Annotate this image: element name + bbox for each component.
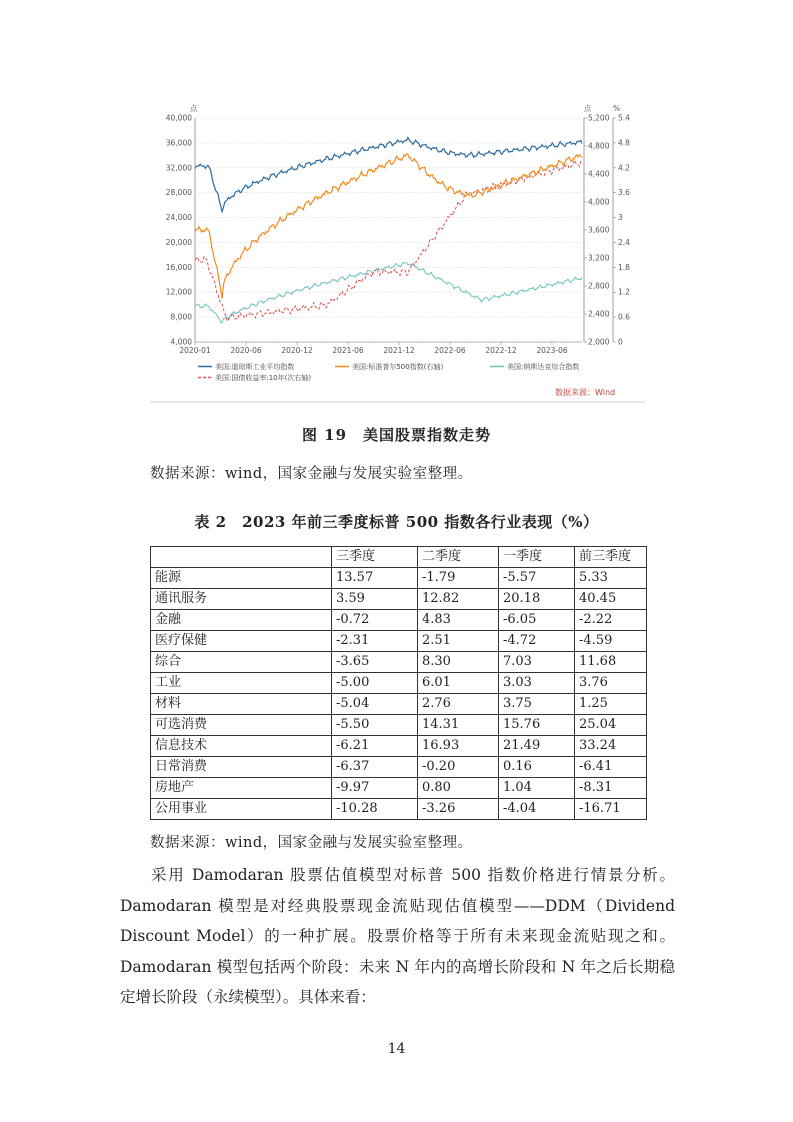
right-tick-label-1: 4,400 <box>588 169 610 179</box>
value-cell: 1.25 <box>575 694 647 715</box>
right-tick-label-2: 0.6 <box>618 312 630 322</box>
left-tick-label: 12,000 <box>165 287 192 297</box>
right-tick-label-2: 0 <box>618 337 623 347</box>
value-cell: 1.04 <box>499 778 575 799</box>
value-cell: -5.04 <box>332 694 418 715</box>
value-cell: 7.03 <box>499 652 575 673</box>
sector-performance-table <box>150 546 647 820</box>
sector-name-cell: 金融 <box>151 610 332 631</box>
x-tick-label: 2022-12 <box>485 346 517 355</box>
table-row <box>151 715 647 736</box>
value-cell: 0.16 <box>499 757 575 778</box>
value-cell: 40.45 <box>575 589 647 610</box>
table-row <box>151 736 647 757</box>
legend-label: 美国:道琼斯工业平均指数 <box>215 363 295 371</box>
left-tick-label: 32,000 <box>165 163 192 173</box>
x-tick-label: 2022-06 <box>434 346 466 355</box>
body-paragraph <box>120 860 675 1013</box>
value-cell: 33.24 <box>575 736 647 757</box>
x-tick-label: 2020-12 <box>281 346 313 355</box>
table-row <box>151 757 647 778</box>
value-cell: 6.01 <box>418 673 499 694</box>
value-cell: 12.82 <box>418 589 499 610</box>
left-unit-label: 点 <box>190 104 198 113</box>
right-unit-label-1: 点 <box>584 104 592 113</box>
right-tick-label-2: 4.2 <box>618 163 630 173</box>
left-tick-label: 4,000 <box>170 337 192 347</box>
left-tick-label: 20,000 <box>165 237 192 247</box>
x-tick-label: 2020-01 <box>179 346 211 355</box>
right-tick-label-1: 3,600 <box>588 225 610 235</box>
paragraph-text: 采用 Damodaran 股票估值模型对标普 500 指数价格进行情景分析。Damodaran 模型是对经典股票现金流贴现估值模型——DDM（Dividend Discount Model）的一种扩展。股票价格等于所有未来现金流贴现之和。Damodaran 模型包括两个阶段：未来 N 年内的高增长阶段和 N 年之后长期稳定增长阶段（永续模型）。具体来看： <box>120 866 675 1006</box>
chart-source: 数据来源：Wind <box>555 388 616 397</box>
table-row <box>151 673 647 694</box>
value-cell: 3.75 <box>499 694 575 715</box>
value-cell: -4.59 <box>575 631 647 652</box>
right-tick-label-1: 4,800 <box>588 141 610 151</box>
right-tick-label-1: 5,200 <box>588 113 610 123</box>
value-cell: 3.76 <box>575 673 647 694</box>
table-header-cell: 前三季度 <box>575 547 647 568</box>
value-cell: 25.04 <box>575 715 647 736</box>
sector-name-cell: 综合 <box>151 652 332 673</box>
sector-name-cell: 医疗保健 <box>151 631 332 652</box>
legend-label: 美国:标准普尔500指数(右轴) <box>352 363 444 371</box>
value-cell: -2.22 <box>575 610 647 631</box>
value-cell: -6.21 <box>332 736 418 757</box>
sector-name-cell: 通讯服务 <box>151 589 332 610</box>
value-cell: -9.97 <box>332 778 418 799</box>
right-tick-label-1: 2,800 <box>588 281 610 291</box>
table-row <box>151 589 647 610</box>
table-header-row <box>151 547 647 568</box>
legend-label: 美国:纳斯达克综合指数 <box>507 363 580 371</box>
right-tick-label-1: 3,200 <box>588 253 610 263</box>
table-row <box>151 652 647 673</box>
value-cell: -6.37 <box>332 757 418 778</box>
value-cell: -2.31 <box>332 631 418 652</box>
table-row <box>151 610 647 631</box>
value-cell: 0.80 <box>418 778 499 799</box>
stock-index-chart <box>150 100 645 405</box>
sector-name-cell: 房地产 <box>151 778 332 799</box>
left-tick-label: 8,000 <box>170 312 192 322</box>
value-cell: 3.03 <box>499 673 575 694</box>
page-number: 14 <box>387 1041 406 1057</box>
figure-caption: 图 19 美国股票指数走势 <box>301 426 492 444</box>
value-cell: 4.83 <box>418 610 499 631</box>
chart-svg <box>150 100 645 405</box>
value-cell: 21.49 <box>499 736 575 757</box>
value-cell: 3.59 <box>332 589 418 610</box>
table-header-cell: 一季度 <box>499 547 575 568</box>
value-cell: 14.31 <box>418 715 499 736</box>
sector-name-cell: 日常消费 <box>151 757 332 778</box>
value-cell: -1.79 <box>418 568 499 589</box>
value-cell: 11.68 <box>575 652 647 673</box>
value-cell: 15.76 <box>499 715 575 736</box>
table-header-cell <box>151 547 332 568</box>
sector-name-cell: 公用事业 <box>151 799 332 820</box>
right-tick-label-2: 5.4 <box>618 113 630 123</box>
right-tick-label-1: 2,400 <box>588 309 610 319</box>
right-tick-label-2: 4.8 <box>618 138 630 148</box>
table-row <box>151 694 647 715</box>
value-cell: 13.57 <box>332 568 418 589</box>
right-tick-label-1: 2,000 <box>588 337 610 347</box>
value-cell: -10.28 <box>332 799 418 820</box>
value-cell: 2.76 <box>418 694 499 715</box>
right-tick-label-2: 3.6 <box>618 188 630 198</box>
right-tick-label-2: 1.8 <box>618 262 630 272</box>
x-tick-label: 2021-06 <box>332 346 364 355</box>
table-header-cell: 二季度 <box>418 547 499 568</box>
value-cell: 2.51 <box>418 631 499 652</box>
right-tick-label-2: 2.4 <box>618 237 630 247</box>
left-tick-label: 36,000 <box>165 138 192 148</box>
table-row <box>151 568 647 589</box>
value-cell: 20.18 <box>499 589 575 610</box>
value-cell: -16.71 <box>575 799 647 820</box>
legend-label: 美国:国债收益率:10年(次右轴) <box>215 374 312 382</box>
value-cell: -0.72 <box>332 610 418 631</box>
value-cell: 16.93 <box>418 736 499 757</box>
x-tick-label: 2020-06 <box>230 346 262 355</box>
sector-name-cell: 信息技术 <box>151 736 332 757</box>
table-caption: 表 2 2023 年前三季度标普 500 指数各行业表现（%） <box>194 513 599 531</box>
left-tick-label: 28,000 <box>165 188 192 198</box>
sector-name-cell: 工业 <box>151 673 332 694</box>
table-row <box>151 631 647 652</box>
right-tick-label-1: 4,000 <box>588 197 610 207</box>
value-cell: -6.05 <box>499 610 575 631</box>
table-row <box>151 778 647 799</box>
right-unit-label-2: % <box>613 104 621 113</box>
value-cell: -3.65 <box>332 652 418 673</box>
left-tick-label: 40,000 <box>165 113 192 123</box>
value-cell: 8.30 <box>418 652 499 673</box>
value-cell: -0.20 <box>418 757 499 778</box>
sector-name-cell: 材料 <box>151 694 332 715</box>
value-cell: -5.57 <box>499 568 575 589</box>
table-source-note: 数据来源：wind，国家金融与发展实验室整理。 <box>150 835 473 851</box>
x-tick-label: 2021-12 <box>383 346 415 355</box>
table-row <box>151 799 647 820</box>
value-cell: -4.04 <box>499 799 575 820</box>
figure-source-note: 数据来源：wind，国家金融与发展实验室整理。 <box>150 466 473 482</box>
value-cell: -4.72 <box>499 631 575 652</box>
value-cell: -8.31 <box>575 778 647 799</box>
left-tick-label: 24,000 <box>165 213 192 223</box>
sector-name-cell: 能源 <box>151 568 332 589</box>
sector-name-cell: 可选消费 <box>151 715 332 736</box>
value-cell: -6.41 <box>575 757 647 778</box>
right-tick-label-2: 1.2 <box>618 287 630 297</box>
value-cell: -5.50 <box>332 715 418 736</box>
left-tick-label: 16,000 <box>165 262 192 272</box>
x-tick-label: 2023-06 <box>536 346 568 355</box>
table-header-cell: 三季度 <box>332 547 418 568</box>
value-cell: 5.33 <box>575 568 647 589</box>
value-cell: -3.26 <box>418 799 499 820</box>
right-tick-label-2: 3 <box>618 213 623 223</box>
value-cell: -5.00 <box>332 673 418 694</box>
